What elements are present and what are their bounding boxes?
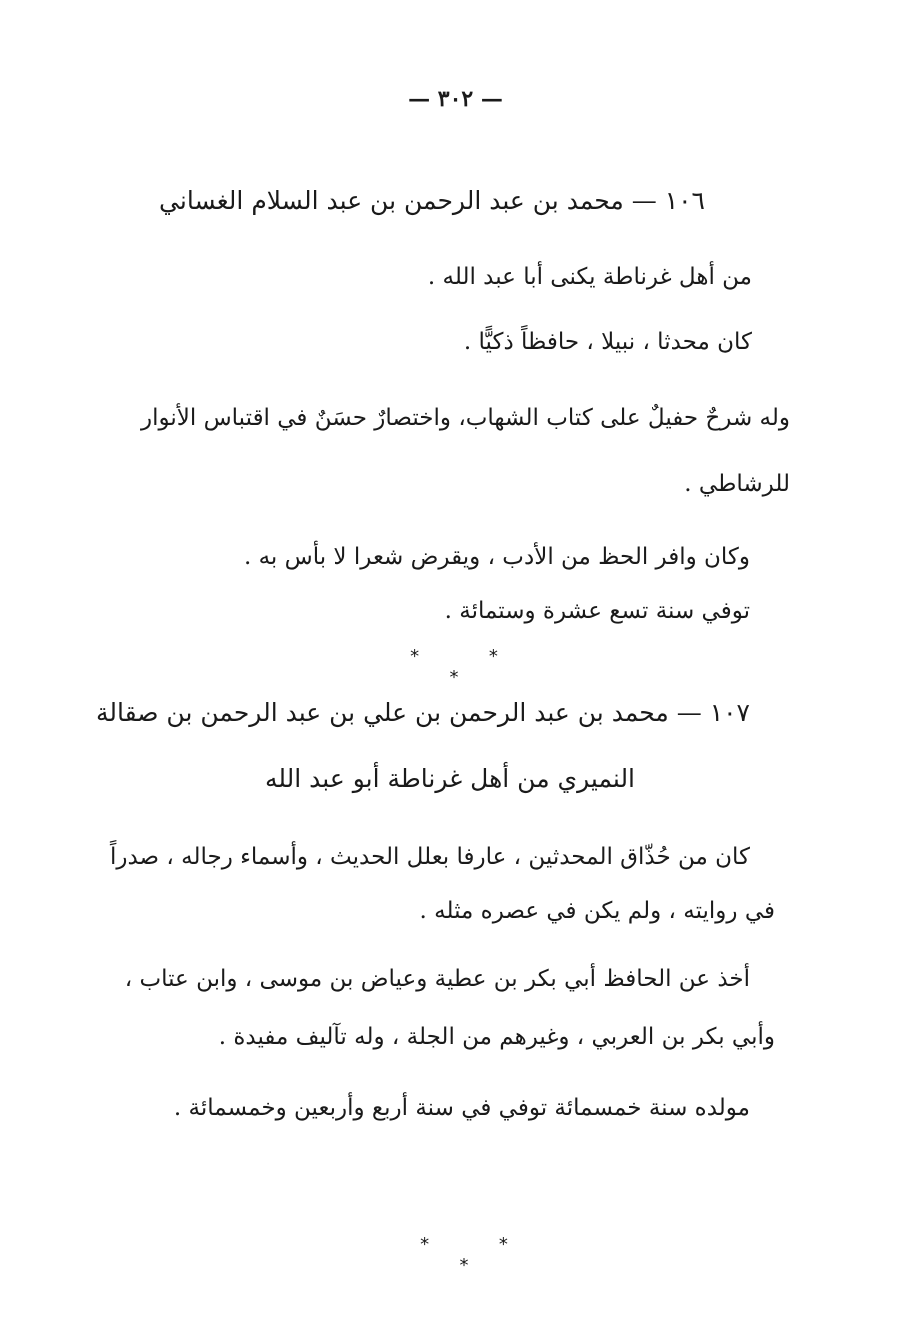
entry-107-heading-line-1: ١٠٧ — محمد بن عبد الرحمن بن علي بن عبد الرحمن بن صقالة [95,698,750,727]
page-number: — ٣٠٢ — [408,86,503,112]
entry-106-heading: ١٠٦ — محمد بن عبد الرحمن بن عبد السلام الغساني [159,186,705,215]
entry-106-line-5: وكان وافر الحظ من الأدب ، ويقرض شعرا لا بأس به . [243,544,750,570]
entry-107-heading-line-2: النميري من أهل غرناطة أبو عبد الله [264,764,636,793]
entry-106-line-3: وله شرحٌ حفيلٌ على كتاب الشهاب، واختصارٌ حسَنٌ في اقتباس الأنوار [141,405,790,431]
entry-106-line-6: توفي سنة تسع عشرة وستمائة . [444,598,750,624]
entry-107-p2-line-2: وأبي بكر بن العربي ، وغيرهم من الجلة ، وله تآليف مفيدة . [218,1024,775,1050]
entry-106-line-2: كان محدثا ، نبيلا ، حافظاً ذكيًّا . [463,329,752,355]
entry-106-line-1: من أهل غرناطة يكنى أبا عبد الله . [427,264,752,290]
entry-107-p1-line-1: كان من حُذّاق المحدثين ، عارفا بعلل الحديث ، وأسماء رجاله ، صدراً [109,844,750,870]
entry-107-p2-line-1: أخذ عن الحافظ أبي بكر بن عطية وعياض بن موسى ، وابن عتاب ، [124,966,750,992]
entry-107-p1-line-2: في روايته ، ولم يكن في عصره مثله . [419,898,775,924]
entry-107-p3-line-1: مولده سنة خمسمائة توفي في سنة أربع وأربعين وخمسمائة . [173,1095,750,1121]
section-separator: * * * [410,646,530,688]
section-separator-end: * * * [420,1234,540,1276]
entry-106-line-4: للرشاطي . [684,471,790,497]
